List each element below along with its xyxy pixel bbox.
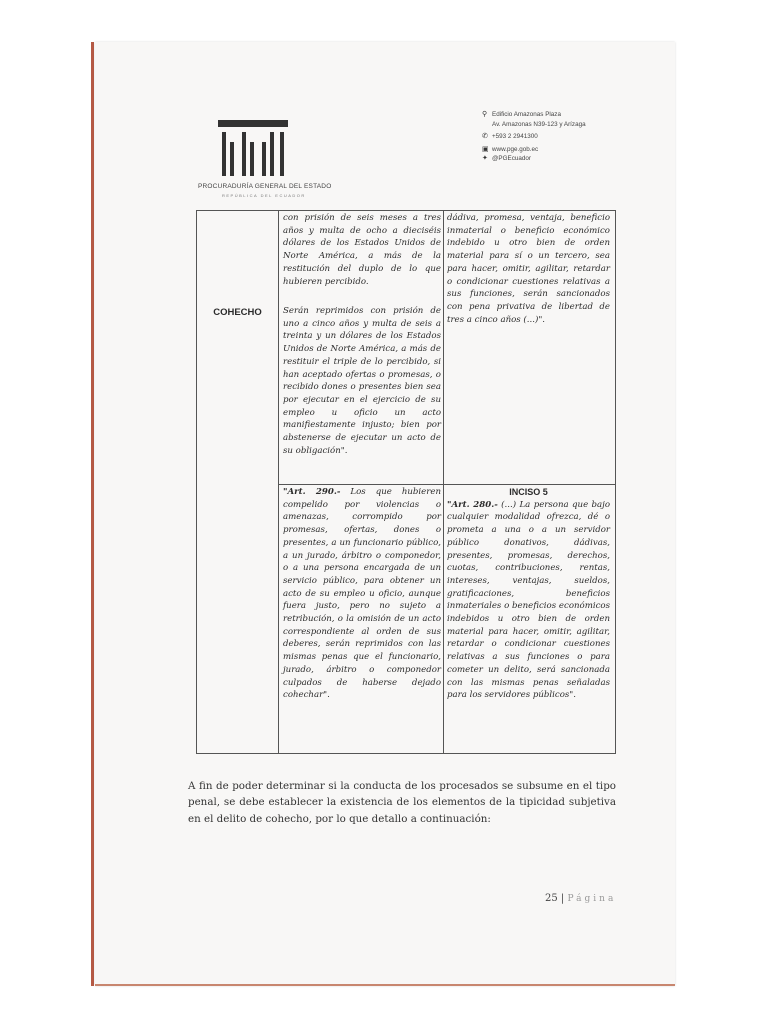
contact-address: Av. Amazonas N39-123 y Arízaga — [492, 120, 586, 128]
page-number-value: 25 — [545, 893, 558, 904]
body-paragraph: A fin de poder determinar si la conducta de los procesados se subsume en el tipo penal, se debe establecer la existencia de los elementos de la tipicidad subjetiva en el delito de cohecho, por lo que detallo a continuación: — [188, 780, 616, 825]
org-subtitle: REPÚBLICA DEL ECUADOR — [222, 193, 306, 198]
page-number — [545, 893, 616, 904]
cell-art-290 — [283, 486, 441, 702]
cell-top-left-a: con prisión de seis meses a tres años y multa de ocho a dieciséis dólares de los Estados Unidos de Norte América, a más de la restitución del duplo de lo que hubieren percibido. — [283, 213, 441, 287]
comparison-table — [196, 210, 616, 754]
web-icon: ▣ — [482, 145, 489, 153]
contact-building: Edificio Amazonas Plaza — [492, 111, 561, 118]
page-word: Página — [567, 894, 617, 904]
art-280-label: "Art. 280.- — [447, 499, 498, 510]
row-label-cohecho: COHECHO — [213, 307, 262, 318]
art-290-label: "Art. 290.- — [283, 487, 341, 497]
phone-icon: ✆ — [482, 133, 488, 140]
paper-edge — [91, 42, 94, 986]
cell-top-left-b: Serán reprimidos con prisión de uno a cinco años y multa de seis a treinta y un dólares de los Estados Unidos de Norte América, a más de restituir el triple de lo percibido, si han aceptado ofertas o promesas, o recibido dones o presentes bien sea por ejecutar en el ejercicio de su empleo u oficio un acto manifiestamente injusto; bien por abstenerse de ejecutar un acto de su obligación". — [283, 306, 441, 456]
art-280-text: (...) La persona que bajo cualquier modalidad ofrezca, dé o prometa a una o a un servidor público donativos, dádivas, presentes, promesas, derechos, cuotas, contribuciones, rentas, intereses, ventajas, sueldos, gratificaciones, beneficios inmateriales o beneficios económicos indebidos u otro bien de orden material para hacer, omitir, agilitar, retardar o condicionar cuestiones relativas a sus funciones o para cometer un delito, será sancionada con las mismas penas señaladas para los servidores públicos". — [447, 499, 611, 701]
contact-info — [482, 110, 586, 164]
paper-edge-bottom — [95, 984, 675, 986]
page-separator: | — [560, 893, 565, 904]
art-290-text: Los que hubieren compelido por violencias o amenazas, corrompido por promesas, ofertas, dones o presentes, a un funcionario público, a un jurado, árbitro o componedor, o a una persona encargada de un servicio público, para obtener un acto de su empleo u oficio, aunque fuera justo, pero no sujeto a retribución, o la omisión de un acto correspondiente al orden de sus deberes, serán reprimidos con las mismas penas que el funcionario, jurado, árbitro o componedor culpados de haberse dejado cohechar". — [283, 487, 441, 701]
inciso-title: INCISO 5 — [509, 487, 548, 497]
twitter-icon: ✦ — [482, 155, 488, 162]
location-pin-icon: ⚲ — [482, 111, 488, 118]
cell-art-280 — [447, 486, 610, 702]
contact-twitter: @PGEcuador — [492, 155, 531, 162]
pge-logo — [218, 120, 288, 178]
contact-web: www.pge.gob.ec — [492, 145, 539, 153]
cell-top-right: dádiva, promesa, ventaja, beneficio inmaterial o beneficio económico indebido u otro bien de orden material para sí o un tercero, sea para hacer, omitir, agilitar, retardar o condicionar cuestiones relativas a sus funciones, serán sancionados con pena privativa de libertad de tres a cinco años (...)". — [447, 213, 610, 325]
org-name: PROCURADURÍA GENERAL DEL ESTADO — [198, 183, 332, 190]
contact-phone: +593 2 2941300 — [492, 133, 538, 140]
